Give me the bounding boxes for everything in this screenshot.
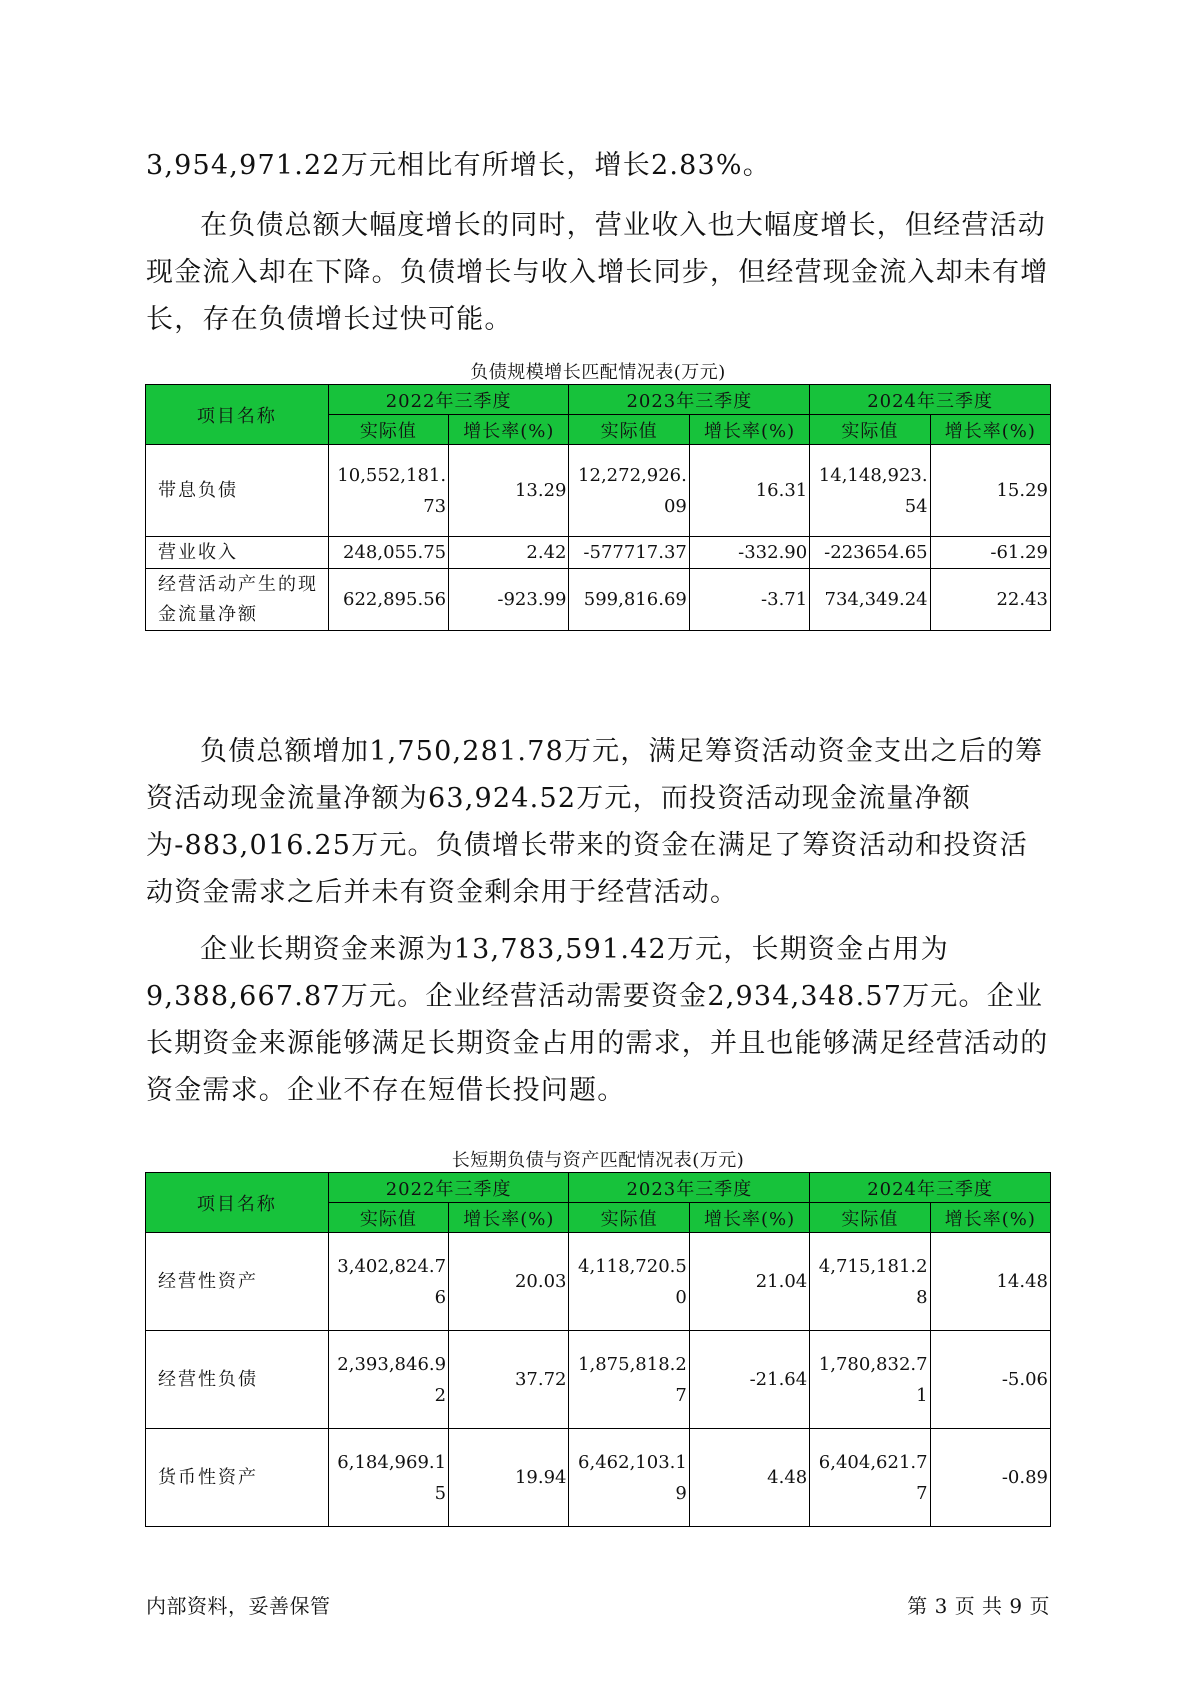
cell-value: -3.71 <box>689 569 809 631</box>
cell-value: 4.48 <box>689 1429 809 1527</box>
cell-value: 622,895.56 <box>328 569 448 631</box>
cell-value: 6,462,103.19 <box>569 1429 689 1527</box>
table-row <box>146 1233 1051 1331</box>
paragraph-2: 在负债总额大幅度增长的同时，营业收入也大幅度增长，但经营活动现金流入却在下降。负债增长与收入增长同步，但经营现金流入却未有增长，存在负债增长过快可能。 <box>146 210 1049 335</box>
footer-page-number: 第 3 页 共 9 页 <box>907 1594 1050 1618</box>
cell-value: -577717.37 <box>569 537 689 569</box>
row-label: 经营性负债 <box>146 1331 329 1429</box>
table-row <box>146 1429 1051 1527</box>
row-label: 带息负债 <box>146 445 329 537</box>
cell-value: -0.89 <box>930 1429 1050 1527</box>
header-growth: 增长率(%) <box>689 415 809 445</box>
cell-value: 21.04 <box>689 1233 809 1331</box>
table-debt-scale-growth <box>145 384 1051 631</box>
header-period: 2023年三季度 <box>569 1173 810 1203</box>
cell-value: 599,816.69 <box>569 569 689 631</box>
cell-value: 3,402,824.76 <box>328 1233 448 1331</box>
header-period: 2022年三季度 <box>328 385 569 415</box>
header-actual: 实际值 <box>328 1203 448 1233</box>
header-actual: 实际值 <box>569 415 689 445</box>
cell-value: 6,184,969.15 <box>328 1429 448 1527</box>
table1-caption: 负债规模增长匹配情况表(万元) <box>470 362 726 383</box>
header-actual: 实际值 <box>810 1203 930 1233</box>
cell-value: 19.94 <box>449 1429 569 1527</box>
header-growth: 增长率(%) <box>689 1203 809 1233</box>
table-row <box>146 1331 1051 1429</box>
cell-value: 12,272,926.09 <box>569 445 689 537</box>
header-growth: 增长率(%) <box>449 415 569 445</box>
cell-value: 1,875,818.27 <box>569 1331 689 1429</box>
cell-value: -5.06 <box>930 1331 1050 1429</box>
cell-value: -61.29 <box>930 537 1050 569</box>
cell-value: 20.03 <box>449 1233 569 1331</box>
table-row <box>146 537 1051 569</box>
cell-value: -923.99 <box>449 569 569 631</box>
cell-value: 248,055.75 <box>328 537 448 569</box>
cell-value: 13.29 <box>449 445 569 537</box>
table2-caption: 长短期负债与资产匹配情况表(万元) <box>451 1150 745 1171</box>
table-row <box>146 569 1051 631</box>
header-actual: 实际值 <box>328 415 448 445</box>
cell-value: 14,148,923.54 <box>810 445 930 537</box>
cell-value: 14.48 <box>930 1233 1050 1331</box>
table-long-short-debt-asset <box>145 1172 1051 1527</box>
header-growth: 增长率(%) <box>449 1203 569 1233</box>
cell-value: 22.43 <box>930 569 1050 631</box>
paragraph-1: 3,954,971.22万元相比有所增长，增长2.83%。 <box>146 150 771 181</box>
row-label: 货币性资产 <box>146 1429 329 1527</box>
header-growth: 增长率(%) <box>930 415 1050 445</box>
cell-value: 2,393,846.92 <box>328 1331 448 1429</box>
header-period: 2024年三季度 <box>810 385 1051 415</box>
header-item-name: 项目名称 <box>146 385 329 445</box>
header-period: 2024年三季度 <box>810 1173 1051 1203</box>
row-label: 营业收入 <box>146 537 329 569</box>
header-growth: 增长率(%) <box>930 1203 1050 1233</box>
header-item-name: 项目名称 <box>146 1173 329 1233</box>
paragraph-3: 负债总额增加1,750,281.78万元，满足筹资活动资金支出之后的筹资活动现金流量净额为63,924.52万元，而投资活动现金流量净额为-883,016.25万元。负债增长带来的资金在满足了筹资活动和投资活动资金需求之后并未有资金剩余用于经营活动。 <box>146 736 1044 908</box>
cell-value: 2.42 <box>449 537 569 569</box>
header-period: 2022年三季度 <box>328 1173 569 1203</box>
cell-value: -332.90 <box>689 537 809 569</box>
cell-value: -21.64 <box>689 1331 809 1429</box>
cell-value: 4,118,720.50 <box>569 1233 689 1331</box>
cell-value: 734,349.24 <box>810 569 930 631</box>
cell-value: 16.31 <box>689 445 809 537</box>
cell-value: -223654.65 <box>810 537 930 569</box>
table-row <box>146 445 1051 537</box>
header-actual: 实际值 <box>569 1203 689 1233</box>
cell-value: 1,780,832.71 <box>810 1331 930 1429</box>
footer-confidential: 内部资料，妥善保管 <box>146 1594 331 1618</box>
row-label: 经营性资产 <box>146 1233 329 1331</box>
header-period: 2023年三季度 <box>569 385 810 415</box>
row-label: 经营活动产生的现金流量净额 <box>146 569 329 631</box>
cell-value: 10,552,181.73 <box>328 445 448 537</box>
header-actual: 实际值 <box>810 415 930 445</box>
paragraph-4: 企业长期资金来源为13,783,591.42万元，长期资金占用为9,388,667.87万元。企业经营活动需要资金2,934,348.57万元。企业长期资金来源能够满足长期资金占用的需求，并且也能够满足经营活动的资金需求。企业不存在短借长投问题。 <box>146 934 1049 1106</box>
cell-value: 15.29 <box>930 445 1050 537</box>
cell-value: 4,715,181.28 <box>810 1233 930 1331</box>
cell-value: 37.72 <box>449 1331 569 1429</box>
cell-value: 6,404,621.77 <box>810 1429 930 1527</box>
